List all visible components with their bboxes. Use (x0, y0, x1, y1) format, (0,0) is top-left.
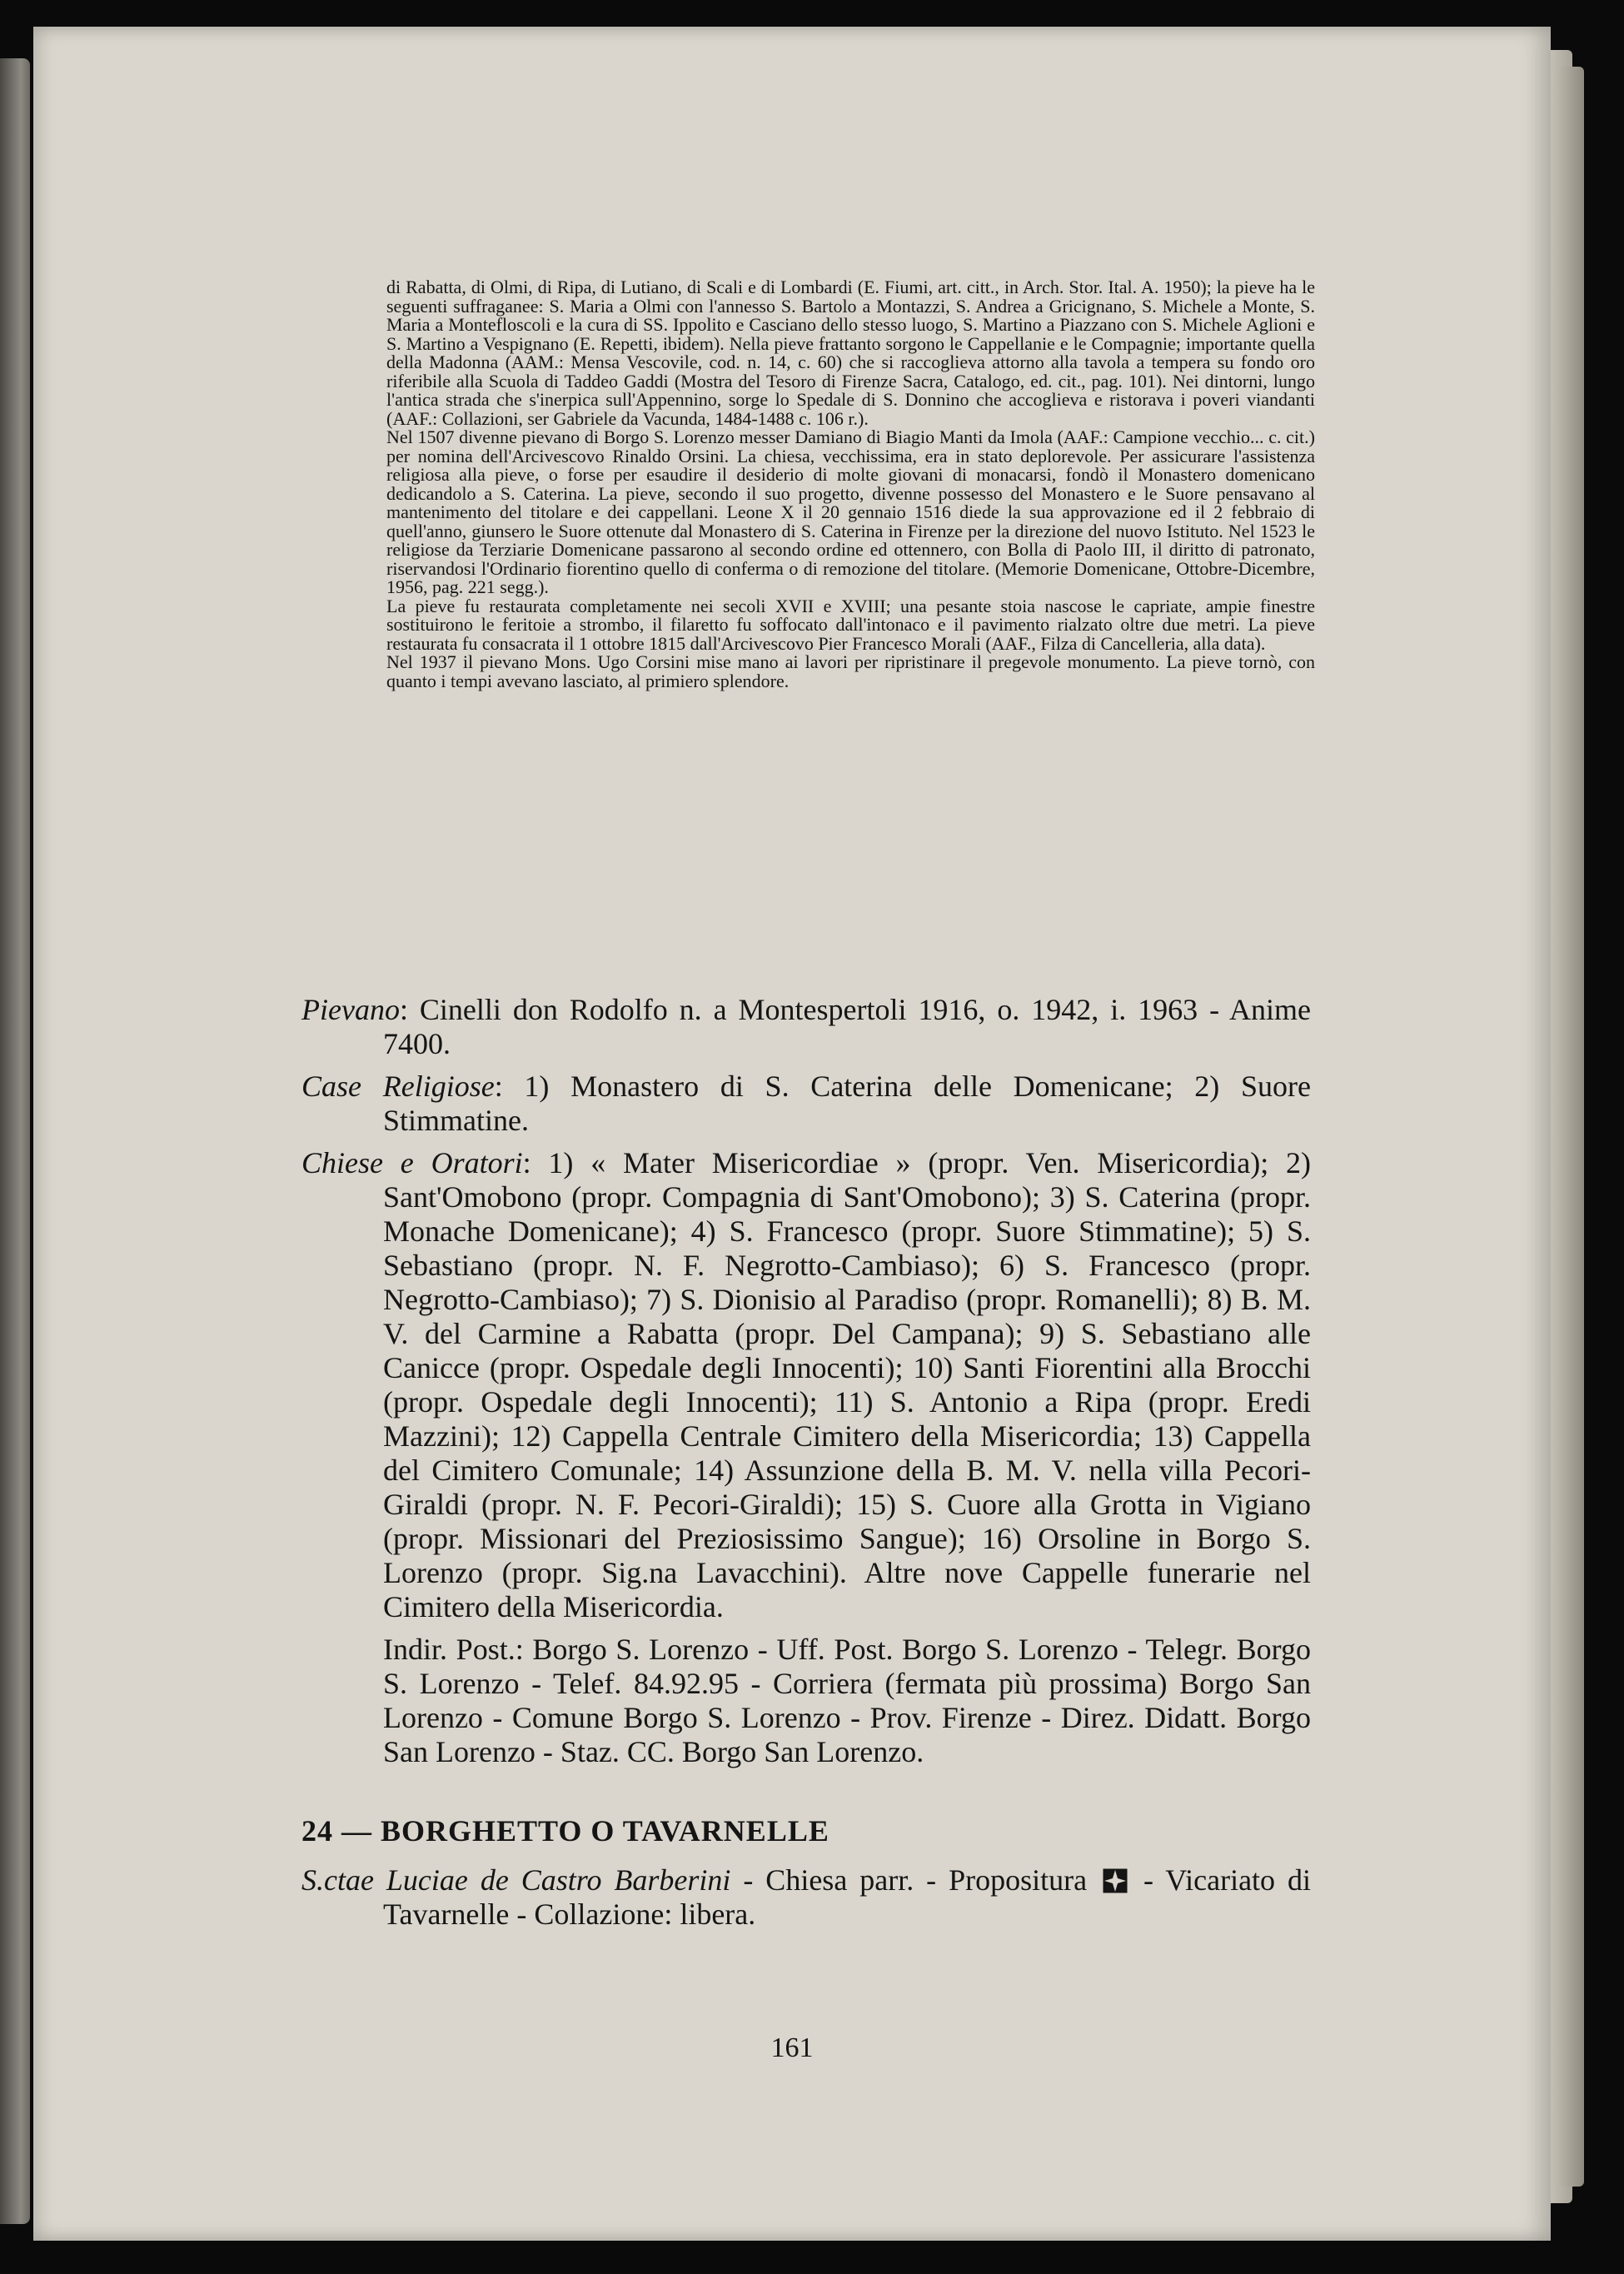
case-religiose-text: : 1) Monastero di S. Caterina delle Domenicane; 2) Suore Stimmatine. (383, 1070, 1312, 1137)
church-label: S.ctae Luciae de Castro Barberini (301, 1863, 731, 1897)
pievano-entry (301, 993, 1311, 1061)
section-title: 24 — BORGHETTO O TAVARNELLE (301, 1814, 829, 1848)
page-number: 161 (770, 2032, 814, 2063)
pievano-label: Pievano (301, 993, 400, 1026)
small-paragraph-3: La pieve fu restaurata completamente nei secoli XVII e XVIII; una pesante stoia nascose le capriate, ampie finestre sostituirono le feritoie a strombo, il filaretto fu soffocato dall'intonaco e il pavimento rialzato oltre due metri. La pieve restaurata fu consacrata il 1 ottobre 1815 dall'Arcivescovo Pier Francesco Morali (AAF., Filza di Cancelleria, alla data). (386, 595, 1315, 654)
page-edge (1559, 67, 1584, 2187)
small-paragraph-1: di Rabatta, di Olmi, di Ripa, di Lutiano, di Scali e di Lombardi (E. Fiumi, art. citt., in Arch. Stor. Ital. A. 1950); la pieve ha le seguenti suffraganee: S. Maria a Olmi con l'annesso S. Bartolo a Montazzi, S. Andrea a Gricignano, S. Michele a Monte, S. Maria a Montefloscoli e la cura di SS. Ippolito e Casciano dello stesso luogo, S. Martino a Piazzano con S. Michele Aglioni e S. Martino a Vespignano (E. Repetti, ibidem). Nella pieve frattanto sorgono le Cappellanie e le Compagnie; importante quella della Madonna (AAM.: Mensa Vescovile, cod. n. 14, c. 60) che si raccoglieva attorno alla tavola a tempera su fondo oro riferibile alla Scuola di Taddeo Gaddi (Mostra del Tesoro di Firenze Sacra, Catalogo, ed. cit., pag. 101). Nei dintorni, lungo l'antica strada che s'inerpica sull'Appennino, sorge lo Spedale di S. Donnino che accoglieva e ristorava i poveri viandanti (AAF.: Collazioni, ser Gabriele da Vacunda, 1484-1488 c. 106 r.). (386, 277, 1315, 429)
chiese-oratori-text: : 1) « Mater Misericordiae » (propr. Ven. Misericordia); 2) Sant'Omobono (propr. Compagnia di Sant'Omobono); 3) S. Caterina (propr. Monache Domenicane); 4) S. Francesco (propr. Suore Stimmatine); 5) S. Sebastiano (propr. N. F. Negrotto-Cambiaso); 6) S. Francesco (propr. Negrotto-Cambiaso); 7) S. Dionisio al Paradiso (propr. Romanelli); 8) B. M. V. del Carmine a Rabatta (propr. Del Campana); 9) S. Sebastiano alle Canicce (propr. Ospedale degli Innocenti); 10) Santi Fiorentini alla Brocchi (propr. Ospedale degli Innocenti); 11) S. Antonio a Ripa (propr. Eredi Mazzini); 12) Cappella Centrale Cimitero della Misericordia; 13) Cappella del Cimitero Comunale; 14) Assunzione della B. M. V. nella villa Pecori-Giraldi (propr. N. F. Pecori-Giraldi); 15) S. Cuore alla Grotta in Vigiano (propr. Missionari del Preziosissimo Sangue); 16) Orsoline in Borgo S. Lorenzo (propr. Sig.na Lavacchini). Altre nove Cappelle funerarie nel Cimitero della Misericordia. (383, 1146, 1312, 1623)
left-page-edge (0, 58, 30, 2224)
small-paragraph-4: Nel 1937 il pievano Mons. Ugo Corsini mise mano ai lavori per ripristinare il pregevole monumento. La pieve tornò, con quanto i tempi avevano lasciato, al primiero splendore. (386, 651, 1315, 691)
small-print-block (386, 278, 1315, 691)
pievano-text: : Cinelli don Rodolfo n. a Montespertoli 1916, o. 1942, i. 1963 - Anime 7400. (383, 993, 1311, 1060)
book-page (33, 27, 1551, 2241)
church-text-before: - Chiesa parr. - Propositura (730, 1863, 1100, 1897)
chiese-oratori-label: Chiese e Oratori (301, 1146, 523, 1179)
chiese-oratori-entry (301, 1146, 1311, 1624)
case-religiose-entry (301, 1070, 1311, 1138)
church-entry (301, 1863, 1311, 1932)
small-paragraph-2: Nel 1507 divenne pievano di Borgo S. Lorenzo messer Damiano di Biagio Manti da Imola (AAF.: Campione vecchio... c. cit.) per nomina dell'Arcivescovo Rinaldo Orsini. La chiesa, vecchissima, era in stato deplorevole. Per assicurare l'assistenza religiosa alla pieve, o forse per esaudire il desiderio di molte giovani di monacarsi, fondò il Monastero domenicano dedicandolo a S. Caterina. La pieve, secondo il suo progetto, divenne possesso del Monastero e le Suore pensavano al mantenimento del titolare e dei cappellani. Leone X il 20 gennaio 1516 diede la sua approvazione ed il 2 febbraio di quell'anno, giunsero le Suore ottenute dal Monastero di S. Caterina in Firenze per la direzione del nuovo Istituto. Nel 1523 le religiose da Terziarie Domenicane passarono al secondo ordine ed ottennero, con Bolla di Paolo III, il diritto di patronato, riservandosi l'Ordinario fiorentino quello di conferma o di remozione del titolare. (Memorie Domenicane, Ottobre-Dicembre, 1956, pag. 221 segg.). (386, 426, 1315, 597)
indirizzo-entry: Indir. Post.: Borgo S. Lorenzo - Uff. Post. Borgo S. Lorenzo - Telegr. Borgo S. Lorenzo - Telef. 84.92.95 - Corriera (fermata più prossima) Borgo San Lorenzo - Comune Borgo S. Lorenzo - Prov. Firenze - Direz. Didatt. Borgo San Lorenzo - Staz. CC. Borgo San Lorenzo. (383, 1633, 1311, 1768)
main-text-block (301, 993, 1311, 1932)
case-religiose-label: Case Religiose (301, 1070, 495, 1103)
cross-pattee-icon (1103, 1868, 1128, 1893)
church-text-after: - Vicariato di Tavarnelle - Collazione: libera. (383, 1863, 1312, 1931)
